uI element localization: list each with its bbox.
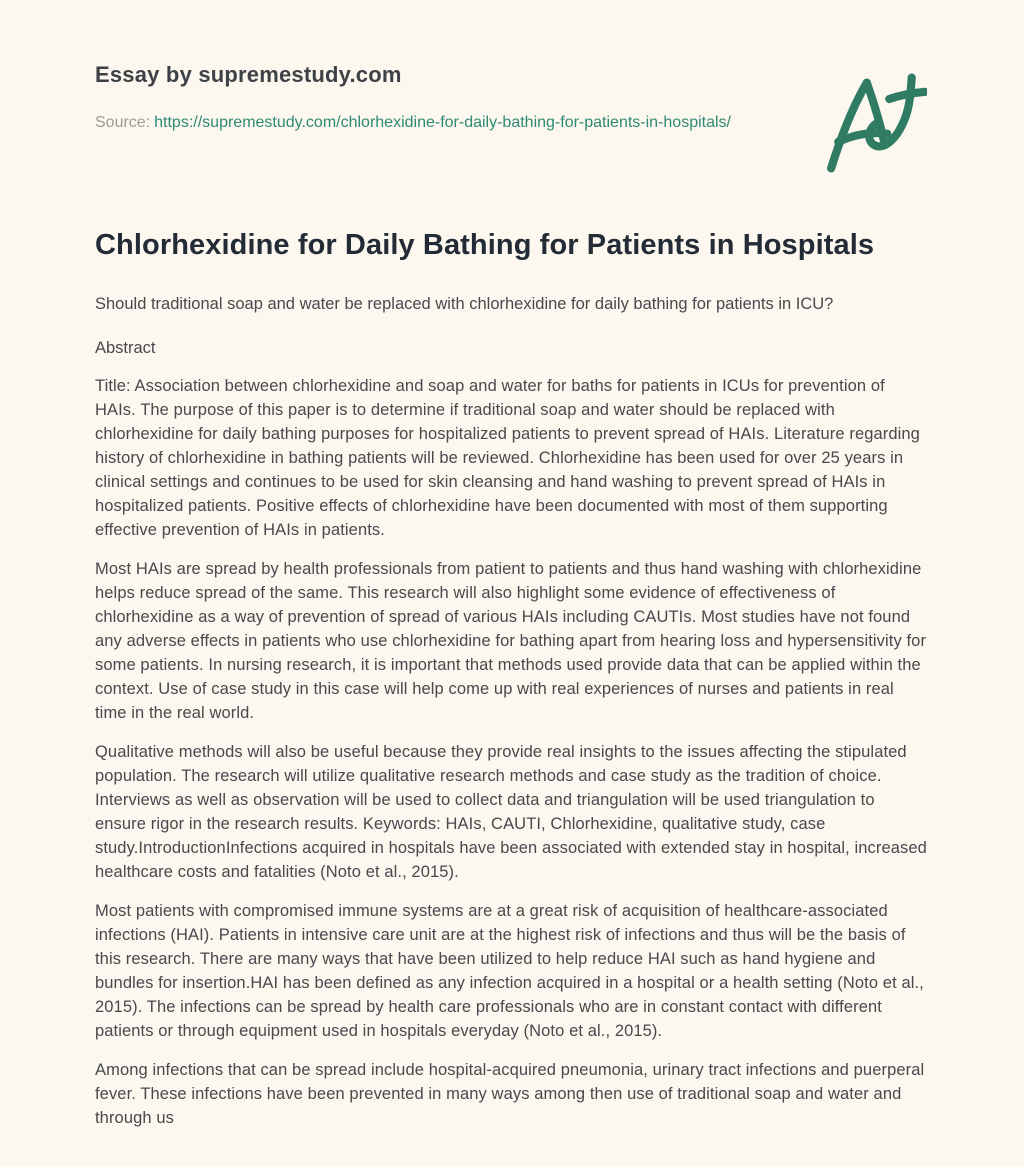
- source-label: Source:: [95, 114, 151, 131]
- document-header: [95, 62, 929, 135]
- paragraph-4: Most patients with compromised immune systems are at a great risk of acquisition of healthcare-associated infections (HAI). Patients in intensive care unit are at the highest risk of infections and thus will be the basis of this research. There are many ways that have been utilized to help reduce HAI such as hand hygiene and bundles for insertion.HAI has been defined as any infection acquired in a hospital or a health setting (Noto et al., 2015). The infections can be spread by health care professionals who are in constant contact with different patients or through equipment used in hospitals everyday (Noto et al., 2015).: [95, 902, 924, 1040]
- paragraph-5: Among infections that can be spread include hospital-acquired pneumonia, urinary tract infections and puerperal fever. These infections have been prevented in many ways among then use of traditional soap and water and through us: [95, 1061, 925, 1127]
- paragraph-2: Most HAIs are spread by health professionals from patient to patients and thus hand washing with chlorhexidine helps reduce spread of the same. This research will also highlight some evidence of effectiveness of chlorhexidine as a way of prevention of spread of various HAIs including CAUTIs. Most studies have not found any adverse effects in patients who use chlorhexidine for bathing apart from hearing loss and hypersensitivity for some patients. In nursing research, it is important that methods used provide data that can be applied within the context. Use of case study in this case will help come up with real experiences of nurses and patients in real time in the real world.: [95, 560, 927, 722]
- essay-by-heading: Essay by supremestudy.com: [95, 62, 402, 87]
- article-question: Should traditional soap and water be replaced with chlorhexidine for daily bathing for patients in ICU?: [95, 295, 834, 313]
- paragraph-1: Title: Association between chlorhexidine and soap and water for baths for patients in ICUs for prevention of HAIs. The purpose of this paper is to determine if traditional soap and water should be replaced with chlorhexidine for daily bathing purposes for hospitalized patients to prevent spread of HAIs. Literature regarding history of chlorhexidine in bathing patients will be reviewed. Chlorhexidine has been used for over 25 years in clinical settings and continues to be used for skin cleansing and hand washing to prevent spread of HAIs in hospitalized patients. Positive effects of chlorhexidine have been documented with most of them supporting effective prevention of HAIs in patients.: [95, 377, 920, 539]
- article-title: Chlorhexidine for Daily Bathing for Patients in Hospitals: [95, 229, 875, 261]
- abstract-heading: Abstract: [95, 339, 156, 357]
- source-url-link[interactable]: https://supremestudy.com/chlorhexidine-for-daily-bathing-for-patients-in-hospitals/: [154, 114, 731, 131]
- paragraph-3: Qualitative methods will also be useful because they provide real insights to the issues affecting the stipulated population. The research will utilize qualitative research methods and case study as the tradition of choice. Interviews as well as observation will be used to collect data and triangulation will be used triangulation to ensure rigor in the research results. Keywords: HAIs, CAUTI, Chlorhexidine, qualitative study, case study.IntroductionInfections acquired in hospitals have been associated with extended stay in hospital, increased healthcare costs and fatalities (Noto et al., 2015).: [95, 743, 927, 881]
- article-body: [95, 374, 929, 1130]
- a-plus-logo-icon: [825, 70, 927, 178]
- source-line: [95, 110, 755, 135]
